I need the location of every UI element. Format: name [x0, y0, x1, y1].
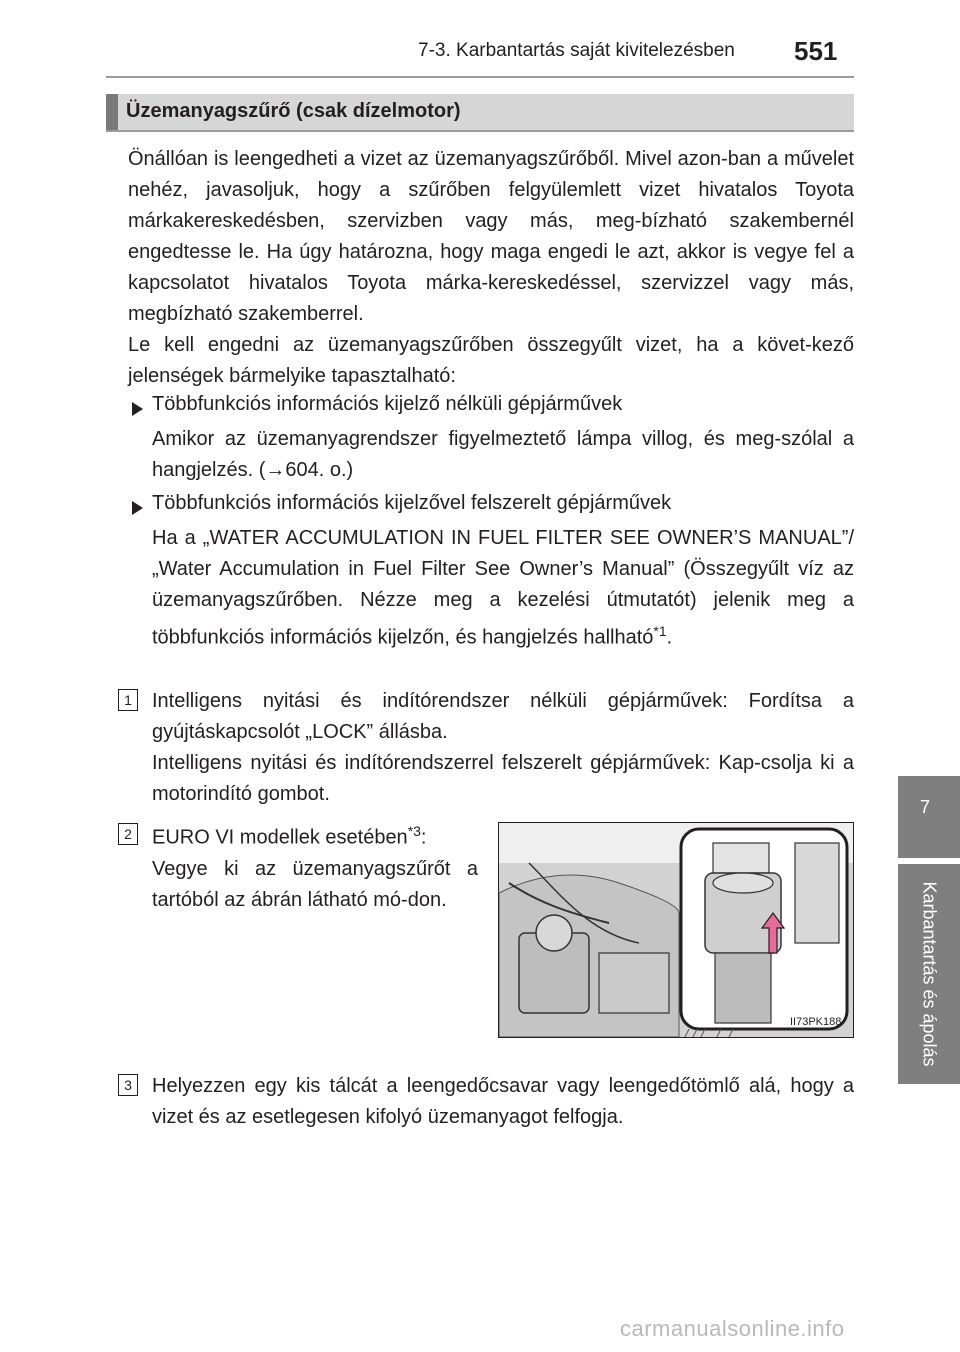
watermark: carmanualsonline.info [620, 1316, 845, 1341]
footnote-marker: *1 [653, 623, 667, 639]
bullet-triangle-icon [132, 501, 143, 515]
engine-bay-illustration [499, 823, 853, 1037]
chapter-side-label-text: Karbantartás és ápolás [919, 881, 940, 1067]
footnote-marker: *3 [407, 823, 421, 839]
chapter-tab-number: 7 [920, 797, 931, 817]
step-text-line: Intelligens nyitási és indítórendszer nélküli gépjárművek: Fordítsa a gyújtáskapcsolót „LOCK” állásba. [152, 690, 854, 743]
step-number-badge: 1 [118, 689, 138, 711]
engine-bay-figure [498, 822, 854, 1038]
intro-paragraph: Önállóan is leengedheti a vizet az üzemanyagszűrőből. Mivel azon-ban a művelet nehéz, javasoljuk, hogy a szűrőben felgyülemlett vizet hivatalos Toyota márkakereskedésben, szervizben vagy más, meg-bízható szakembernél engedtesse le. Ha úgy határozna, hogy maga engedi le azt, akkor is vegye fel a kapcsolatot hivatalos Toyota márka-kereskedéssel, szervizzel vagy más, megbízható szakemberrel. [128, 148, 854, 325]
bullet-triangle-icon [132, 402, 143, 416]
condition-paragraph: Le kell engedni az üzemanyagszűrőben összegyűlt vizet, ha a követ-kező jelenségek bármelyike tapasztalható: [128, 334, 854, 387]
section-header-accent [106, 94, 118, 130]
step-text [152, 816, 478, 916]
bullet-text: Amikor az üzemanyagrendszer figyelmeztető lámpa villog, és meg-szólal a hangjelzés. (→604. o.) [152, 428, 854, 481]
step-text-line [152, 816, 478, 854]
step-text-line: Vegye ki az üzemanyagszűrőt a tartóból az ábrán látható mó-don. [152, 857, 478, 911]
chapter-side-label [898, 864, 960, 1084]
bullet-heading: Többfunkciós információs kijelző nélküli gépjárművek [152, 393, 623, 415]
bullet-heading: Többfunkciós információs kijelzővel felszerelt gépjárművek [152, 492, 672, 514]
page-number: 551 [794, 36, 838, 66]
bullet-text-body: Ha a „WATER ACCUMULATION IN FUEL FILTER SEE OWNER’S MANUAL”/„Water Accumulation in Fuel Filter See Owner’s Manual” (Összegyűlt víz az üzemanyagszűrőben. Nézze meg a kezelési útmutatót) jelenik meg a többfunkciós információs kijelzőn, és hangjelzés hallható [152, 527, 854, 649]
step-number-badge: 2 [118, 823, 138, 845]
step-text [152, 686, 854, 810]
step-text-part: EURO VI modellek esetében [152, 826, 408, 849]
step-text-line: Intelligens nyitási és indítórendszerrel felszerelt gépjárművek: Kap-csolja ki a motorindító gombot. [152, 752, 854, 805]
chapter-title: 7-3. Karbantartás saját kivitelezésben [418, 40, 735, 61]
section-divider [106, 130, 854, 132]
bullet-text-end: . [666, 626, 673, 649]
bullet-text [152, 523, 854, 654]
section-title: Üzemanyagszűrő (csak dízelmotor) [126, 100, 461, 122]
step-text-part: : [420, 826, 427, 849]
step-text: Helyezzen egy kis tálcát a leengedőcsavar vagy leengedőtömlő alá, hogy a vizet és az esetlegesen kifolyó üzemanyagot felfogja. [152, 1075, 854, 1128]
step-number-badge: 3 [118, 1074, 138, 1096]
header-divider [106, 76, 854, 78]
figure-code: II73PK188 [790, 1016, 842, 1028]
